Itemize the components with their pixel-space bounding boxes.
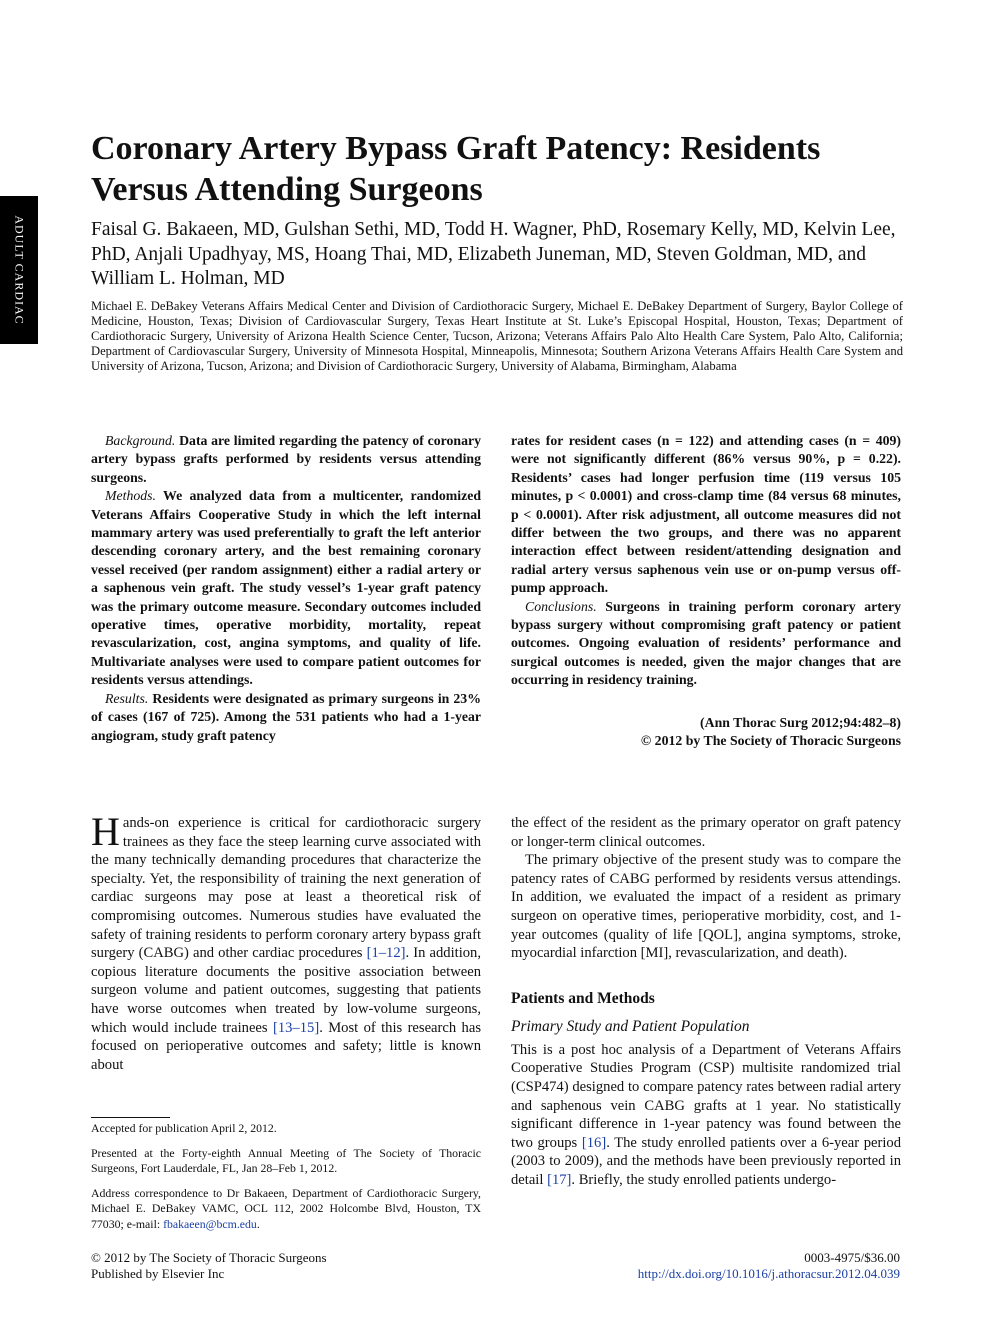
author-list: Faisal G. Bakaeen, MD, Gulshan Sethi, MD, Todd H. Wagner, PhD, Rosemary Kelly, MD, Kelvin Lee, PhD, Anjali Upadhyay, MS, Hoang Thai, MD, Elizabeth Juneman, MD, Steven Goldman, MD, and William L. Holman, MD <box>91 219 896 289</box>
abstract-conclusions-text: Surgeons in training perform coronary artery bypass surgery without compromising graft patency or patient outcomes. Ongoing evaluation of residents’ performance and surgical outcomes is needed, given the major changes that are occurring in residency training. <box>511 598 901 688</box>
intro-text-1: ands-on experience is critical for cardiothoracic surgery trainees as they face the steep learning curve associated with the many technically demanding procedures that characterize the specialty. Yet, the responsibility of training the next generation of cardiac surgeons may pose at least a theoretical risk of compromising outcomes. Numerous studies have evaluated the safety of training residents to perform coronary artery bypass graft surgery (CABG) and other cardiac procedures <box>91 815 481 962</box>
abstract-results-label: Results. <box>105 690 149 706</box>
footnotes <box>91 1121 481 1241</box>
section-side-tab <box>0 196 38 344</box>
reference-link-16[interactable]: [16] <box>581 1134 607 1151</box>
footer-publisher: Published by Elsevier Inc <box>91 1265 225 1281</box>
abstract-background-label: Background. <box>105 433 176 448</box>
methods-paragraph <box>511 1041 901 1190</box>
affiliations: Michael E. DeBakey Veterans Affairs Medical Center and Division of Cardiothoracic Surgery, Michael E. DeBakey Department of Surgery, Baylor College of Medicine, Houston, Texas; Division of Cardiovascular Surgery, Texas Heart Institute at St. Luke’s Episcopal Hospital, Houston, Texas; Department of Cardiothoracic Surgery, University of Arizona Health Science Center, Tucson, Arizona; Veterans Affairs Palo Alto Health Care System, Palo Alto, California; Department of Cardiovascular Surgery, University of Minnesota Hospital, Minneapolis, Minnesota; Southern Arizona Veterans Affairs Health Care System and University of Arizona, Tucson, Arizona; and Division of Cardiothoracic Surgery, University of Alabama, Birmingham, Alabama <box>91 299 903 373</box>
reference-link-1-12[interactable]: [1–12] <box>366 945 406 962</box>
citation-copyright: © 2012 by The Society of Thoracic Surgeons <box>640 733 901 749</box>
footer-right <box>638 1250 900 1281</box>
correspondence-text: Address correspondence to Dr Bakaeen, Department of Cardiothoracic Surgery, Michael E. DeBakey VAMC, OCL 112, 2002 Holcombe Blvd, Houston, TX 77030; e-mail: <box>91 1185 481 1231</box>
footnote-correspondence <box>91 1186 481 1233</box>
intro-text-2: . In addition, copious literature documents the positive association between surgeon volume and patient outcomes, suggesting that patients have worse outcomes when treated by low-volume surgeons, which would include trainees <box>91 945 481 1036</box>
subsection-heading: Primary Study and Patient Population <box>511 1017 750 1035</box>
reference-link-17[interactable]: [17] <box>547 1171 572 1188</box>
methods-text-3: . Briefly, the study enrolled patients undergo- <box>571 1171 837 1188</box>
intro-text-3: . Most of this research has focused on perioperative outcomes and safety; little is known about <box>91 1019 481 1073</box>
footnote-accepted: Accepted for publication April 2, 2012. <box>91 1121 277 1135</box>
footnote-divider <box>91 1117 170 1118</box>
citation-journal: (Ann Thorac Surg 2012;94:482–8) <box>700 714 901 730</box>
abstract-results-continued: rates for resident cases (n = 122) and attending cases (n = 409) were not significantly different (86% versus 90%, p = 0.22). Residents’ cases had longer perfusion time (119 versus 105 minutes, p < 0.0001) and cross-clamp time (84 versus 68 minutes, p < 0.0001). After risk adjustment, all outcome measures did not differ between the two groups, and there was no apparent interaction effect between resident/attending designation and radial artery versus saphenous vein use or on-pump versus off-pump approach. <box>511 433 901 596</box>
body-left-column <box>91 809 481 1074</box>
abstract-results <box>91 690 481 745</box>
intro-paragraph <box>91 809 481 1074</box>
abstract-methods <box>91 487 481 689</box>
abstract-methods-text: We analyzed data from a multicenter, randomized Veterans Affairs Cooperative Study in which the left internal mammary artery was used preferentially to graft the left anterior descending coronary artery, and the best remaining coronary vessel received (per random assignment) either a radial artery or a saphenous vein graft. The study vessel’s 1-year graft patency was the primary outcome measure. Secondary outcomes included operative times, operative morbidity, mortality, repeat revascularization, cost, angina symptoms, and quality of life. Multivariate analyses were used to compare patient outcomes for residents versus attendings. <box>91 488 481 688</box>
article-title: Coronary Artery Bypass Graft Patency: Residents Versus Attending Surgeons <box>91 130 821 208</box>
abstract-background-text: Data are limited regarding the patency of coronary artery bypass grafts performed by residents versus attending surgeons. <box>91 433 481 485</box>
footer-left <box>91 1250 327 1281</box>
doi-link[interactable]: http://dx.doi.org/10.1016/j.athoracsur.2012.04.039 <box>637 1265 900 1281</box>
section-side-tab-label: ADULT CARDIAC <box>12 215 27 325</box>
intro-continued: the effect of the resident as the primary operator on graft patency or longer-term clinical outcomes. <box>511 815 901 850</box>
body-right-column <box>511 814 901 1190</box>
abstract-background <box>91 432 481 487</box>
footnote-presented: Presented at the Forty-eighth Annual Meeting of The Society of Thoracic Surgeons, Fort Lauderdale, FL, Jan 28–Feb 1, 2012. <box>91 1145 481 1175</box>
abstract-right-column <box>511 432 901 751</box>
methods-text-1: This is a post hoc analysis of a Department of Veterans Affairs Cooperative Studies Program (CSP) multisite randomized trial (CSP474) designed to compare patency rates between radial artery and saphenous vein CABG grafts at 1 year. No statistically significant difference in 1-year patency was found between the two groups <box>511 1041 901 1151</box>
email-link[interactable]: fbakaeen@bcm.edu <box>163 1216 257 1231</box>
abstract-left-column <box>91 432 481 745</box>
section-heading: Patients and Methods <box>511 989 655 1007</box>
abstract-conclusions-label: Conclusions. <box>525 598 597 614</box>
abstract-methods-label: Methods. <box>105 488 156 504</box>
methods-text-2: . The study enrolled patients over a 6-year period (2003 to 2009), and the methods have been previously reported in detail <box>511 1134 901 1188</box>
abstract-conclusions <box>511 598 901 690</box>
footer-copyright: © 2012 by The Society of Thoracic Surgeons <box>91 1250 327 1265</box>
correspondence-end: . <box>256 1216 260 1231</box>
objective-paragraph: The primary objective of the present study was to compare the patency rates of CABG performed by residents versus attendings. In addition, we evaluated the impact of a resident as primary surgeon on operative times, perioperative morbidity, cost, and 1-year outcomes (quality of life [QOL], angina symptoms, stroke, myocardial infarction [MI], revascularization, and death). <box>511 852 901 962</box>
abstract-results-text: Residents were designated as primary surgeons in 23% of cases (167 of 725). Among the 531 patients who had a 1-year angiogram, study graft patency <box>91 690 481 743</box>
drop-cap: H <box>91 809 120 854</box>
journal-citation <box>511 714 901 751</box>
reference-link-13-15[interactable]: [13–15] <box>272 1019 320 1036</box>
footer-issn-price: 0003-4975/$36.00 <box>804 1250 900 1265</box>
